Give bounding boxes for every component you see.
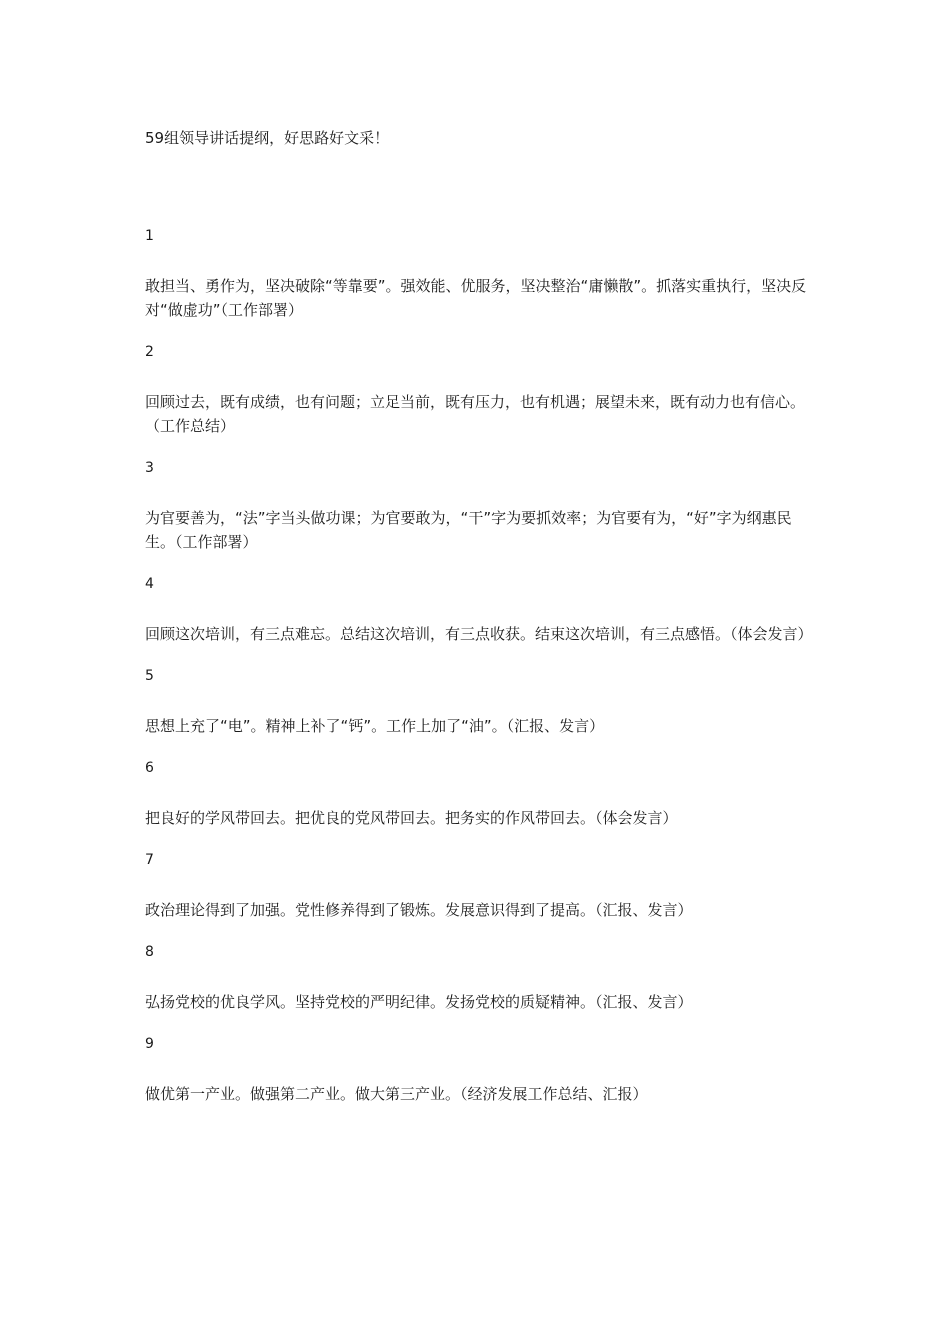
outline-item: [145, 848, 815, 922]
item-text: 做优第一产业。做强第二产业。做大第三产业。（经济发展工作总结、汇报）: [145, 1085, 648, 1103]
item-text: 敢担当、勇作为，坚决破除“等靠要”。强效能、优服务，坚决整治“庸懒散”。抓落实重执行，坚决反对“做虚功”（工作部署）: [145, 277, 807, 319]
item-text: 政治理论得到了加强。党性修养得到了锻炼。发展意识得到了提高。（汇报、发言）: [145, 901, 693, 919]
outline-item: [145, 340, 815, 438]
outline-item: [145, 664, 815, 738]
item-number: 9: [145, 1036, 154, 1052]
item-text: 回顾过去，既有成绩，也有问题；立足当前，既有压力，也有机遇；展望未来，既有动力也有信心。（工作总结）: [145, 393, 806, 435]
outline-item: [145, 940, 815, 1014]
item-number: 3: [145, 460, 154, 476]
outline-item: [145, 572, 815, 646]
item-text: 为官要善为，“法”字当头做功课；为官要敢为，“干”字为要抓效率；为官要有为，“好”字为纲惠民生。（工作部署）: [145, 509, 792, 551]
outline-item: [145, 224, 815, 322]
item-text: 把良好的学风带回去。把优良的党风带回去。把务实的作风带回去。（体会发言）: [145, 809, 678, 827]
outline-item: [145, 756, 815, 830]
item-number: 1: [145, 228, 154, 244]
item-number: 8: [145, 944, 154, 960]
document-title: 59组领导讲话提纲，好思路好文采！: [145, 129, 390, 147]
item-number: 4: [145, 576, 154, 592]
item-number: 2: [145, 344, 154, 360]
outline-item: [145, 456, 815, 554]
item-text: 弘扬党校的优良学风。坚持党校的严明纪律。发扬党校的质疑精神。（汇报、发言）: [145, 993, 693, 1011]
item-number: 6: [145, 760, 154, 776]
item-text: 回顾这次培训，有三点难忘。总结这次培训，有三点收获。结束这次培训，有三点感悟。（体会发言）: [145, 625, 813, 643]
item-text: 思想上充了“电”。精神上补了“钙”。工作上加了“油”。（汇报、发言）: [145, 717, 605, 735]
outline-list: [145, 224, 815, 1124]
item-number: 7: [145, 852, 154, 868]
item-number: 5: [145, 668, 154, 684]
outline-item: [145, 1032, 815, 1106]
